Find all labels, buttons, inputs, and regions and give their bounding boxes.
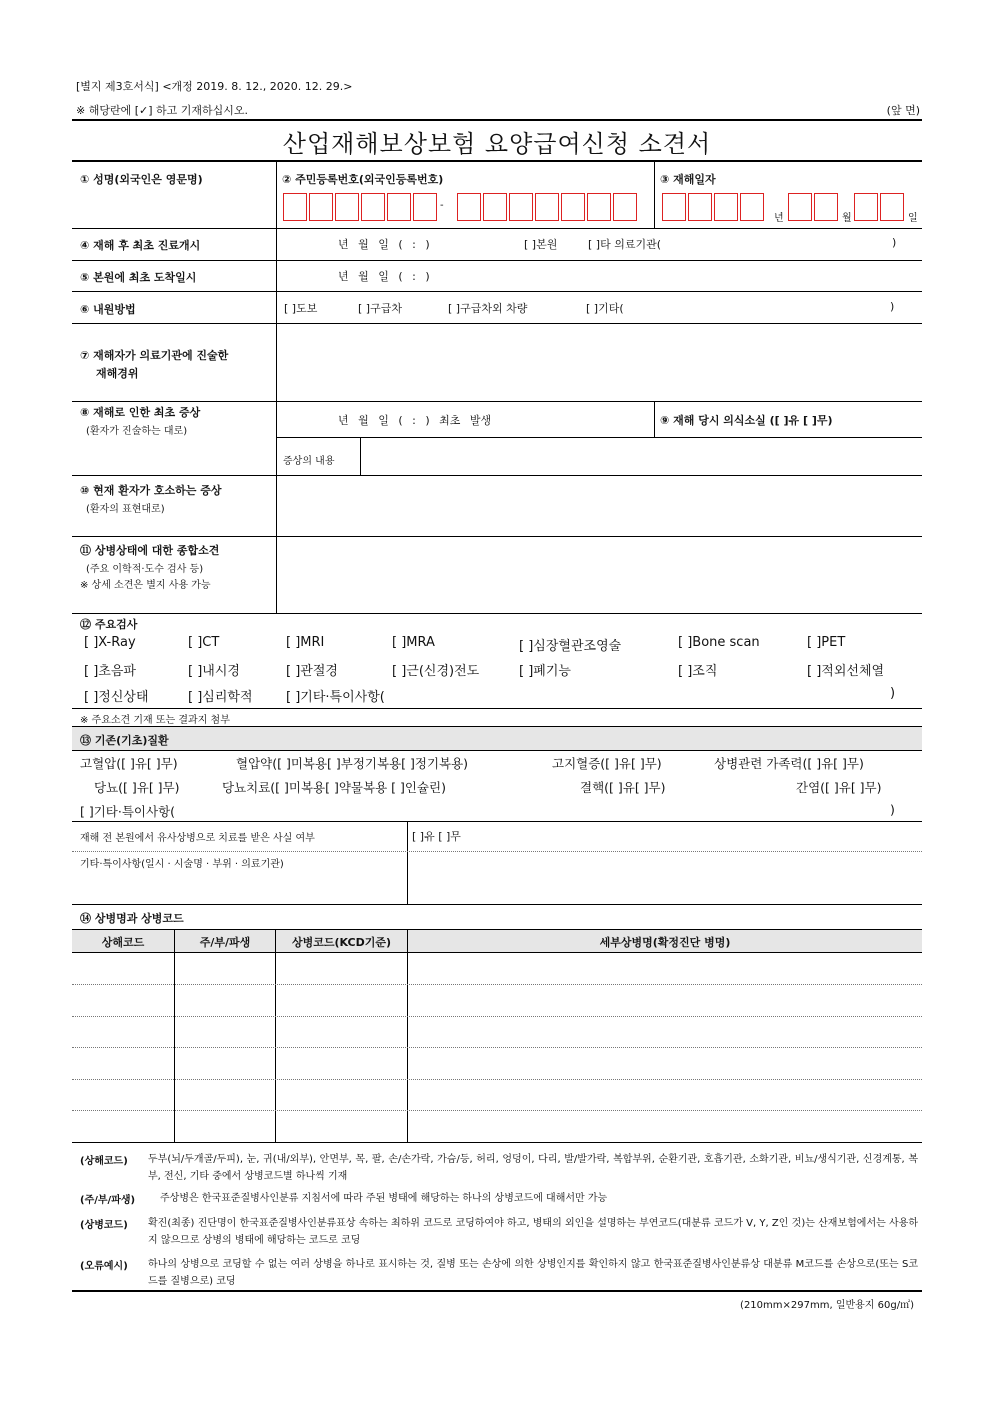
table-row[interactable] (72, 953, 922, 984)
test-biopsy[interactable]: [ ]조직 (678, 664, 718, 679)
paren-close: ) (890, 300, 895, 313)
day-unit: 일 (908, 213, 918, 224)
option-other-hospital[interactable]: [ ]타 의료기관( (588, 238, 661, 251)
accident-history-label-2: 재해경위 (96, 367, 139, 380)
note-key-primary: (주/부/파생) (80, 1195, 136, 1206)
option-ambulance[interactable]: [ ]구급차 (358, 302, 402, 315)
test-endoscopy[interactable]: [ ]내시경 (188, 664, 240, 679)
test-ultrasound[interactable]: [ ]초음파 (84, 664, 136, 679)
paren-close: ) (890, 802, 895, 817)
paper-spec: (210mm×297mm, 일반용지 60g/㎡) (740, 1300, 914, 1311)
column-kcd-code: 상병코드(KCD기준) (291, 936, 392, 949)
year-unit: 년 (774, 213, 784, 224)
other-notes-label: 기타·특이사항(일시 · 시술명 · 부위 · 의료기관) (80, 859, 284, 870)
hyperlipidemia[interactable]: 고지혈증([ ]유[ ]무) (552, 756, 662, 771)
diabetes-treatment[interactable]: 당뇨치료([ ]미복용[ ]약물복용 [ ]인슐린) (222, 780, 446, 795)
accident-month-boxes[interactable] (788, 193, 838, 221)
diagnosis-label: ⑭ 상병명과 상병코드 (80, 912, 184, 925)
column-diagnosis-name: 세부상병명(확정진단 병명) (599, 936, 731, 949)
visit-method-label: ⑥ 내원방법 (80, 303, 136, 316)
first-symptom-sublabel: (환자가 진술하는 대로) (86, 426, 188, 437)
option-this-hospital[interactable]: [ ]본원 (524, 238, 558, 251)
option-other[interactable]: [ ]기타( (586, 302, 624, 315)
table-row[interactable] (72, 1080, 922, 1110)
prior-treatment-options[interactable]: [ ]유 [ ]무 (412, 830, 461, 843)
first-symptom-label: ⑧ 재해로 인한 최초 증상 (80, 406, 201, 419)
overall-opinion-label: ⑪ 상병상태에 대한 종합소견 (80, 544, 220, 557)
page-title: 산업재해보상보험 요양급여신청 소견서 (282, 130, 712, 158)
test-pulmonary[interactable]: [ ]폐기능 (519, 664, 571, 679)
name-field[interactable] (80, 188, 270, 224)
test-xray[interactable]: [ ]X-Ray (84, 635, 136, 650)
instruction-text: ※ 해당란에 [✓] 하고 기재하십시오. (76, 104, 249, 117)
hepatitis[interactable]: 간염([ ]유[ ]무) (796, 780, 882, 795)
current-complaint-field[interactable] (280, 478, 918, 534)
overall-opinion-sublabel: (주요 이학적·도수 검사 등) (86, 564, 204, 575)
test-arthroscopy[interactable]: [ ]관절경 (286, 664, 338, 679)
prior-treatment-label: 재해 전 본원에서 유사상병으로 치료를 받은 사실 여부 (80, 833, 315, 844)
test-emg[interactable]: [ ]근(신경)전도 (392, 664, 480, 679)
test-mri[interactable]: [ ]MRI (286, 635, 325, 650)
major-tests-label: ⑫ 주요검사 (80, 618, 138, 631)
bp-medication[interactable]: 혈압약([ ]미복용[ ]부정기복용[ ]정기복용) (236, 756, 469, 771)
test-ct[interactable]: [ ]CT (188, 635, 220, 650)
rrn-label: ② 주민등록번호(외국인등록번호) (282, 173, 444, 186)
note-text-primary: 주상병은 한국표준질병사인분류 지침서에 따라 주된 병태에 해당하는 하나의 상병코드에 대해서만 가능 (160, 1193, 608, 1204)
option-other-vehicle[interactable]: [ ]구급차외 차량 (448, 302, 528, 315)
test-bone-scan[interactable]: [ ]Bone scan (678, 635, 760, 650)
test-mental-status[interactable]: [ ]정신상태 (84, 690, 149, 705)
existing-disease-label: ⑬ 기존(기초)질환 (80, 734, 169, 747)
diabetes[interactable]: 당뇨([ ]유[ ]무) (94, 780, 180, 795)
name-label: ① 성명(외국인은 영문명) (80, 173, 203, 186)
table-row[interactable] (72, 1048, 922, 1079)
column-primary-secondary: 주/부/파생 (199, 936, 251, 949)
rrn-back-boxes[interactable] (457, 193, 637, 221)
note-key-code: (상병코드) (80, 1220, 128, 1231)
month-unit: 월 (842, 213, 852, 224)
note-text-error: 하나의 상병으로 코딩할 수 없는 여러 상병을 하나로 표시하는 것, 질병 또는 손상에 의한 상병인지를 확인하지 않고 한국표준질병사인분류상 대분류 M코드를 손상으로(또는 S코드를 질병으로) 코딩 (148, 1259, 918, 1287)
current-complaint-sublabel: (환자의 표현대로) (86, 504, 165, 515)
page-side-label: (앞 면) (886, 104, 920, 117)
test-mra[interactable]: [ ]MRA (392, 635, 435, 650)
accident-history-field[interactable] (280, 326, 918, 398)
rrn-front-boxes[interactable] (283, 193, 437, 221)
table-row[interactable] (72, 1111, 922, 1141)
accident-year-boxes[interactable] (662, 193, 764, 221)
table-row[interactable] (72, 985, 922, 1016)
disease-other[interactable]: [ ]기타·특이사항( (80, 804, 176, 819)
other-notes-field[interactable] (412, 854, 918, 902)
first-treatment-datetime[interactable]: 년 월 일 ( : ) (338, 238, 430, 251)
test-angiography[interactable]: [ ]심장혈관조영술 (519, 639, 622, 654)
note-text-code: 확진(최종) 진단명이 한국표준질병사인분류표상 속하는 최하위 코드로 코딩하여야 하고, 병태의 외인을 설명하는 부연코드(대분류 코드가 V, Y, Z인 것)는 산재보험에서는 사용하지 않으므로 상병의 병태에 해당하는 코드로 코딩 (148, 1218, 918, 1246)
loss-of-consciousness[interactable]: ⑨ 재해 당시 의식소실 ([ ]유 [ ]무) (660, 414, 833, 427)
first-arrival-datetime[interactable]: 년 월 일 ( : ) (338, 270, 430, 283)
accident-date-label: ③ 재해일자 (660, 173, 716, 186)
test-pet[interactable]: [ ]PET (807, 635, 846, 650)
form-number: [별지 제3호서식] <개정 2019. 8. 12., 2020. 12. 29.> (76, 80, 353, 93)
first-treatment-label: ④ 재해 후 최초 진료개시 (80, 239, 201, 252)
hypertension[interactable]: 고혈압([ ]유[ ]무) (80, 756, 178, 771)
family-history[interactable]: 상병관련 가족력([ ]유[ ]무) (714, 756, 864, 771)
symptom-content-field[interactable] (364, 440, 918, 472)
note-key-injury-code: (상해코드) (80, 1156, 128, 1167)
note-key-error: (오류예시) (80, 1261, 128, 1272)
accident-day-boxes[interactable] (854, 193, 904, 221)
overall-opinion-note: ※ 상세 소견은 별지 사용 가능 (80, 580, 211, 591)
first-symptom-datetime[interactable]: 년 월 일 ( : ) 최초 발생 (338, 414, 492, 427)
tuberculosis[interactable]: 결핵([ ]유[ ]무) (580, 780, 666, 795)
paren-close: ) (892, 236, 897, 249)
current-complaint-label: ⑩ 현재 환자가 호소하는 증상 (80, 484, 222, 497)
column-injury-code: 상해코드 (101, 936, 145, 949)
test-psychological[interactable]: [ ]심리학적 (188, 690, 253, 705)
tests-note: ※ 주요소견 기재 또는 결과지 첨부 (80, 715, 230, 726)
paren-close: ) (890, 686, 896, 701)
test-thermography[interactable]: [ ]적외선체열 (807, 664, 885, 679)
option-walk[interactable]: [ ]도보 (284, 302, 318, 315)
test-other[interactable]: [ ]기타·특이사항( (286, 690, 385, 705)
overall-opinion-field[interactable] (280, 539, 918, 611)
note-text-injury-code: 두부(뇌/두개골/두피), 눈, 귀(내/외부), 안면부, 목, 팔, 손/손가락, 가슴/등, 허리, 엉덩이, 다리, 발/발가락, 복합부위, 순환기관, 호흡기관, 소화기관, 비뇨/생식기관, 신경계통, 복부, 전신, 기타 중에서 상병코드별 하나씩 기재 (148, 1154, 918, 1182)
accident-history-label: ⑦ 재해자가 의료기관에 진술한 (80, 349, 229, 362)
table-row[interactable] (72, 1017, 922, 1047)
symptom-content-label: 증상의 내용 (283, 456, 335, 467)
rrn-dash: - (440, 200, 444, 211)
first-arrival-label: ⑤ 본원에 최초 도착일시 (80, 271, 197, 284)
